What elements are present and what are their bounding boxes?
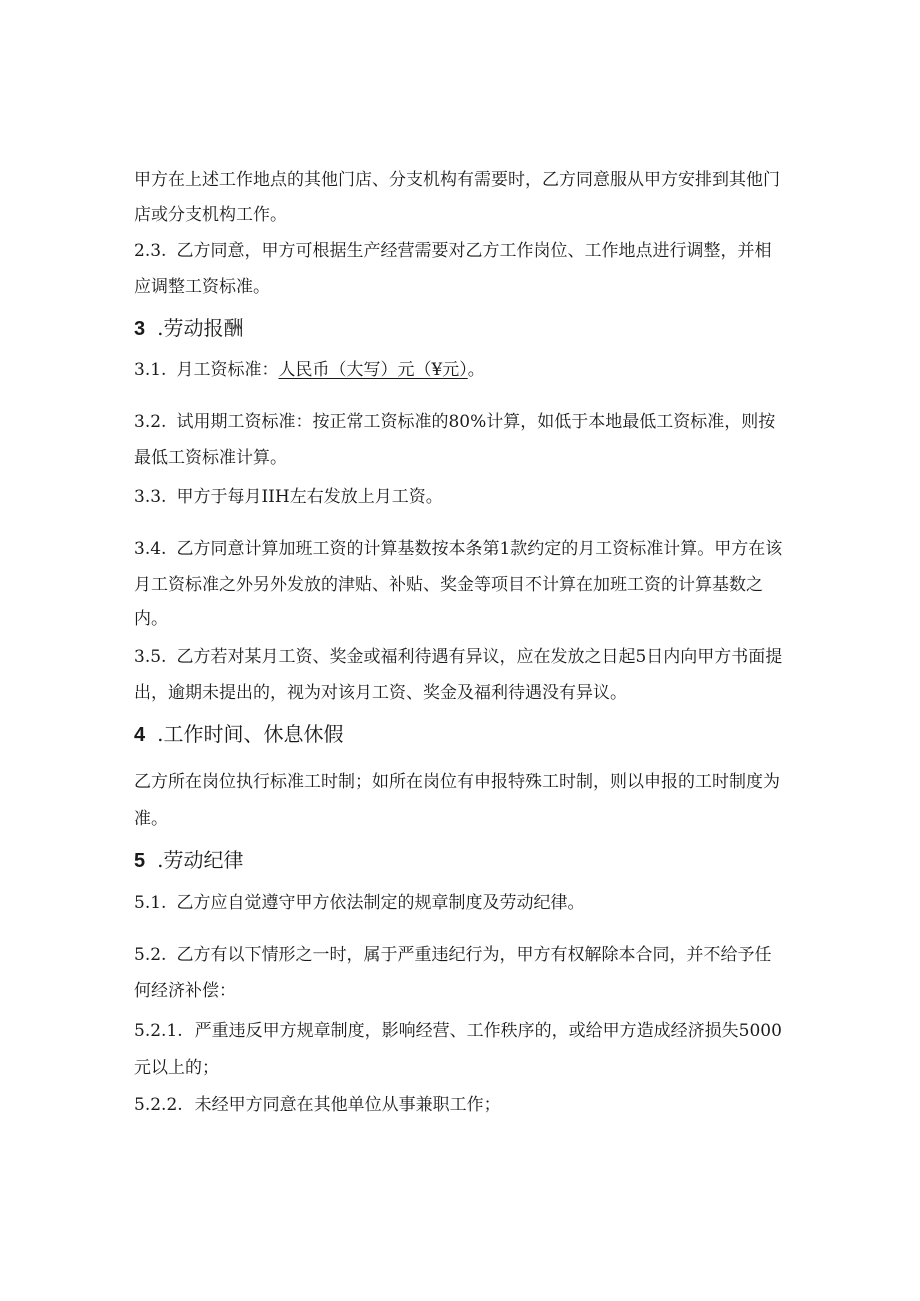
item-3-4-text-3: 内。: [134, 609, 168, 629]
item-3-4-line-3: [134, 607, 168, 631]
para-4-text-2: 准。: [134, 809, 168, 829]
section-4-heading: [134, 720, 343, 749]
para-4-text-1: 乙方所在岗位执行标准工时制；如所在岗位有申报特殊工时制，则以申报的工时制度为: [134, 772, 780, 792]
section-3-heading: [134, 314, 243, 343]
item-5-2-1-text-1: 严重违反甲方规章制度，影响经营、工作秩序的，或给甲方造成经济损失5000: [194, 1021, 782, 1041]
item-3-1-salary-blank: 人民币（大写）元（¥元）: [278, 360, 468, 380]
item-5-1-number: 5.1.: [134, 893, 167, 913]
item-5-2-line-2: [134, 979, 236, 1003]
section-4-number: 4: [134, 724, 146, 746]
section-5-heading: [134, 846, 243, 875]
item-5-1-text-1: 乙方应自觉遵守甲方依法制定的规章制度及劳动纪律。: [176, 893, 585, 913]
item-5-2-text-2: 何经济补偿：: [134, 981, 236, 1001]
item-3-2-number: 3.2.: [134, 412, 167, 432]
item-3-5-line-2: [134, 681, 627, 705]
item-3-4-number: 3.4.: [134, 539, 167, 559]
section-5-number: 5: [134, 850, 146, 872]
item-5-2-2-number: 5.2.2.: [134, 1095, 183, 1115]
item-3-2-line-1: [134, 410, 775, 434]
item-3-5-text-1: 乙方若对某月工资、奖金或福利待遇有异议，应在发放之日起5日内向甲方书面提: [176, 647, 783, 667]
item-3-4-text-2: 月工资标准之外另外发放的津贴、补贴、奖金等项目不计算在加班工资的计算基数之: [134, 575, 763, 595]
para-4-line-1: [134, 770, 780, 794]
item-5-2-number: 5.2.: [134, 945, 167, 965]
section-3-number: 3: [134, 318, 146, 340]
item-3-2-line-2: [134, 446, 287, 470]
para-2-2-line-2: [134, 203, 287, 227]
item-2-3-text-2: 应调整工资标准。: [134, 277, 270, 297]
para-2-2-text-1: 甲方在上述工作地点的其他门店、分支机构有需要时，乙方同意服从甲方安排到其他门: [134, 170, 780, 190]
item-5-2-2-line-1: [134, 1093, 501, 1117]
item-5-2-1-number: 5.2.1.: [134, 1021, 183, 1041]
item-2-3-line-2: [134, 275, 270, 299]
item-3-1-line-1: [134, 358, 485, 382]
item-5-2-1-text-2: 元以上的；: [134, 1058, 219, 1078]
item-3-2-text-1: 试用期工资标准：按正常工资标准的80%计算，如低于本地最低工资标准，则按: [176, 412, 776, 432]
item-3-4-line-1: [134, 537, 782, 561]
item-5-1-line-1: [134, 891, 584, 915]
item-5-2-1-line-1: [134, 1019, 782, 1043]
item-2-3-number: 2.3.: [134, 241, 167, 261]
item-5-2-2-text-1: 未经甲方同意在其他单位从事兼职工作；: [194, 1095, 501, 1115]
item-3-3-number: 3.3.: [134, 487, 167, 507]
item-3-2-text-2: 最低工资标准计算。: [134, 448, 287, 468]
section-5-title: .劳动纪律: [157, 848, 244, 872]
section-3-title: .劳动报酬: [157, 316, 244, 340]
item-5-2-1-line-2: [134, 1056, 219, 1080]
item-3-5-line-1: [134, 645, 782, 669]
item-3-5-text-2: 出，逾期未提出的，视为对该月工资、奖金及福利待遇没有异议。: [134, 683, 627, 703]
item-3-3-line-1: [134, 485, 443, 509]
para-4-line-2: [134, 807, 168, 831]
item-3-3-text-1: 甲方于每月IIH左右发放上月工资。: [176, 487, 443, 507]
item-3-1-end: 。: [467, 360, 485, 380]
item-2-3-text-1: 乙方同意，甲方可根据生产经营需要对乙方工作岗位、工作地点进行调整，并相: [176, 241, 772, 261]
item-5-2-text-1: 乙方有以下情形之一时，属于严重违纪行为，甲方有权解除本合同，并不给予任: [176, 945, 772, 965]
item-3-5-number: 3.5.: [134, 647, 167, 667]
para-2-2-text-2: 店或分支机构工作。: [134, 205, 287, 225]
section-4-title: .工作时间、休息休假: [157, 722, 344, 746]
item-2-3-line-1: [134, 239, 771, 263]
item-3-4-line-2: [134, 573, 763, 597]
para-2-2-line-1: [134, 168, 780, 192]
item-3-4-text-1: 乙方同意计算加班工资的计算基数按本条第1款约定的月工资标准计算。甲方在该: [176, 539, 783, 559]
item-5-2-line-1: [134, 943, 771, 967]
item-3-1-label: 月工资标准：: [176, 360, 279, 380]
item-3-1-number: 3.1.: [134, 360, 167, 380]
